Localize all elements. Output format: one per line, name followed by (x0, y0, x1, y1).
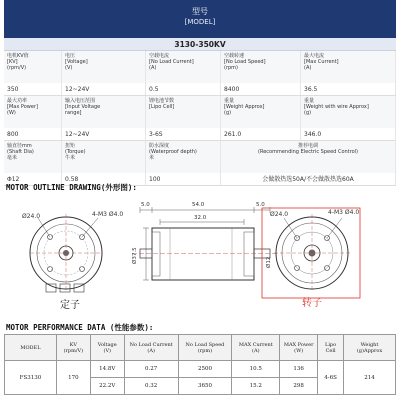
spec-label: 重量 [Weight with wire Approx] (g) (301, 96, 396, 128)
spec-value: 261.0 (221, 128, 301, 140)
perf-table (4, 334, 396, 395)
spec-value: 350 (4, 83, 62, 95)
perf-weight: 214 (344, 361, 396, 395)
rotor-caption: 转子 (302, 298, 322, 309)
table-row (5, 361, 396, 378)
spec-title-cn: 型号 (192, 7, 208, 16)
spec-row3-labels (4, 141, 396, 173)
perf-col-weight: Weight (g)Approx (344, 335, 396, 361)
spec-value: 12~24V (62, 83, 146, 95)
spec-model: 3130-350KV (4, 38, 396, 51)
spec-label: 防水深度 (Waterproof depth) 米 (146, 141, 221, 173)
perf-col-voltage: Voltage (V) (90, 335, 124, 361)
spec-value: 100 (146, 173, 221, 185)
spec-value: 12~24V (62, 128, 146, 140)
perf-voltage: 14.8V (90, 361, 124, 378)
stator-front-view (30, 214, 102, 292)
dim-diameter: Ø37.5 (132, 247, 138, 264)
perf-maxc: 15.2 (232, 378, 280, 395)
perf-voltage: 22.2V (90, 378, 124, 395)
perf-col-cell: Lipo Cell (318, 335, 344, 361)
perf-col-maxp: MAX Power (W) (280, 335, 318, 361)
spec-value: 346.0 (301, 128, 396, 140)
dim-top-540: 54.0 (192, 202, 205, 208)
perf-col-nlc: No Load Current (A) (124, 335, 178, 361)
perf-model: FS3130 (5, 361, 57, 395)
perf-col-kv: KV (rpm/V) (56, 335, 90, 361)
perf-maxc: 10.5 (232, 361, 280, 378)
perf-nls: 2500 (178, 361, 232, 378)
spec-row2-values (4, 128, 396, 141)
dim-top-5b: 5.0 (256, 202, 265, 208)
dim-top-320: 32.0 (194, 215, 207, 221)
spec-row1-values (4, 83, 396, 96)
spec-row2-labels (4, 96, 396, 128)
perf-kv: 170 (56, 361, 90, 395)
spec-label: 电机KV值 [KV] (rpm/V) (4, 51, 62, 83)
dim-right-pcd: Ø24.0 (270, 211, 289, 218)
outline-heading: MOTOR OUTLINE DRAWING(外形图): (6, 183, 137, 192)
spec-row1-labels (4, 51, 396, 83)
perf-col-maxc: MAX Current (A) (232, 335, 280, 361)
spec-value: 800 (4, 128, 62, 140)
spec-label: 锂电池节数 [Lipo Cell] (146, 96, 221, 128)
spec-value: 0.58 (62, 173, 146, 185)
perf-col-model: MODEL (5, 335, 57, 361)
perf-maxp: 136 (280, 361, 318, 378)
perf-heading: MOTOR PERFORMANCE DATA (性能参数): (6, 323, 154, 332)
dim-top-5a: 5.0 (141, 202, 150, 208)
spec-header (4, 0, 396, 38)
spec-label: 轴直径mm (Shaft Dia) 毫米 (4, 141, 62, 173)
perf-header-row (5, 335, 396, 361)
perf-cell: 4-6S (318, 361, 344, 395)
perf-col-nls: No Load Speed (rpm) (178, 335, 232, 361)
perf-nls: 3650 (178, 378, 232, 395)
perf-nlc: 0.32 (124, 378, 178, 395)
stator-caption: 定子 (60, 300, 80, 311)
dim-shaft: Ø12 (266, 256, 272, 268)
spec-label: 最大功率 [Max Power] (W) (4, 96, 62, 128)
spec-label: 电压 [Voltage] (V) (62, 51, 146, 83)
spec-value: Φ12 (4, 173, 62, 185)
spec-value: 3-6S (146, 128, 221, 140)
spec-label: 重量 [Weight Approx] (g) (221, 96, 301, 128)
dim-left-pcd: Ø24.0 (22, 213, 41, 220)
spec-label: 扭矩 (Torque) 牛米 (62, 141, 146, 173)
spec-label: 推荐电调 (Recommending Electric Speed Control) (221, 141, 396, 173)
perf-nlc: 0.27 (124, 361, 178, 378)
spec-label: 空载转速 [No Load Speed] (rpm) (221, 51, 301, 83)
dim-left-holes: 4-M3 Ø4.0 (92, 211, 124, 218)
spec-label: 输入电压范围 [Input Voltage range] (62, 96, 146, 128)
spec-value: 8400 (221, 83, 301, 95)
rotor-front-view (262, 208, 360, 298)
dim-right-holes: 4-M3 Ø4.0 (328, 209, 360, 216)
spec-label: 空载电流 [No Load Current] (A) (146, 51, 221, 83)
spec-table (4, 0, 396, 186)
spec-title-en: [MODEL] (184, 18, 216, 26)
spec-value: 会做散热选50A/不会做散热选60A (221, 173, 396, 185)
spec-value: 36.5 (301, 83, 396, 95)
perf-maxp: 298 (280, 378, 318, 395)
spec-value: 0.5 (146, 83, 221, 95)
spec-label: 最大电流 [Max Current] (A) (301, 51, 396, 83)
